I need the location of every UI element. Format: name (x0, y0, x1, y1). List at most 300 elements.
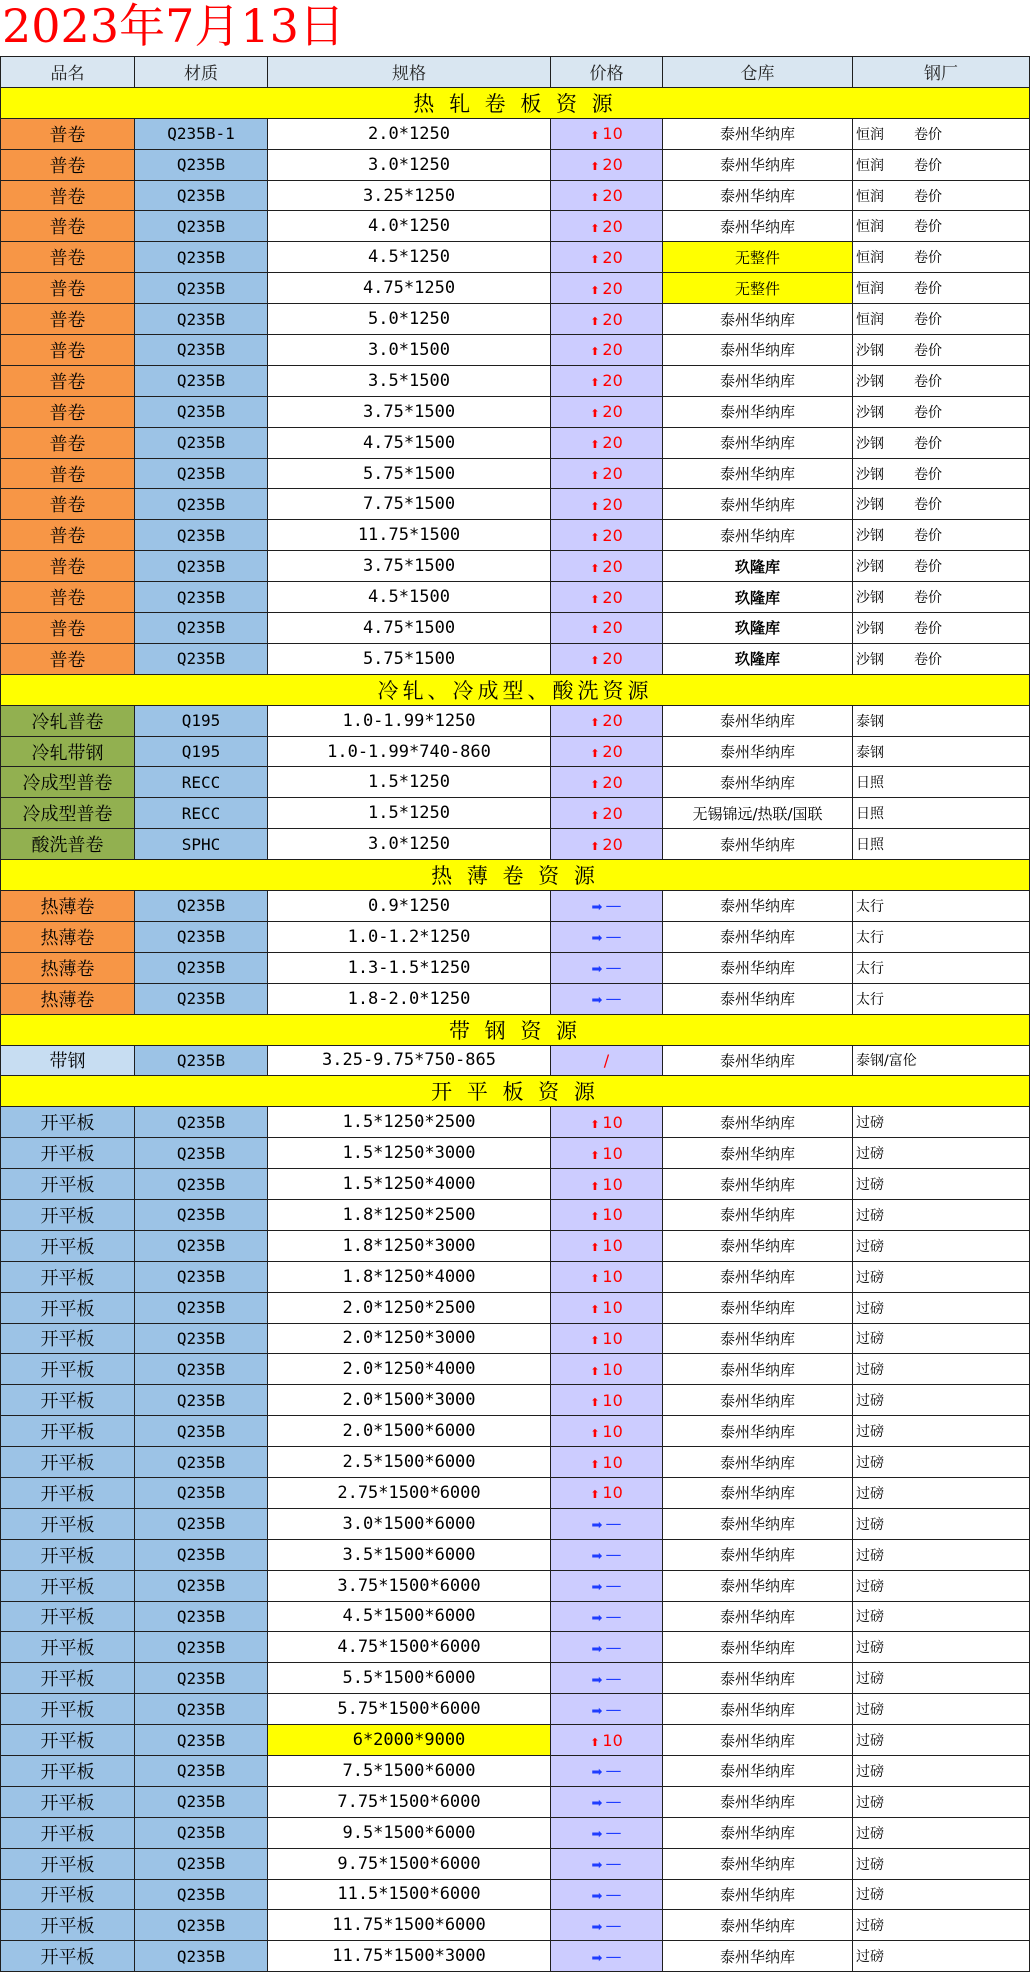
spec-cell[interactable]: 11.75*1500*6000 (268, 1910, 551, 1941)
price-cell[interactable] (551, 1324, 663, 1355)
warehouse-cell[interactable]: 泰州华纳库 (663, 891, 853, 922)
material-cell[interactable]: Q235B (135, 459, 268, 490)
mill-cell[interactable] (853, 181, 1030, 212)
warehouse-cell[interactable]: 泰州华纳库 (663, 1354, 853, 1385)
header-spec[interactable]: 规格 (268, 57, 551, 88)
warehouse-cell[interactable]: 泰州华纳库 (663, 1818, 853, 1849)
material-cell[interactable]: Q235B (135, 1385, 268, 1416)
price-cell[interactable] (551, 1756, 663, 1787)
mill-cell[interactable] (853, 891, 1030, 922)
price-cell[interactable] (551, 150, 663, 181)
warehouse-cell[interactable]: 泰州华纳库 (663, 1385, 853, 1416)
material-cell[interactable]: Q235B (135, 1632, 268, 1663)
price-cell[interactable] (551, 551, 663, 582)
spec-cell[interactable]: 3.75*1500*6000 (268, 1571, 551, 1602)
price-cell[interactable] (551, 1880, 663, 1911)
material-cell[interactable]: Q235B (135, 1941, 268, 1972)
spec-cell[interactable]: 1.0-1.99*740-860 (268, 737, 551, 768)
header-warehouse[interactable]: 仓库 (663, 57, 853, 88)
product-name-cell[interactable]: 开平板 (0, 1478, 135, 1509)
price-cell[interactable] (551, 1849, 663, 1880)
product-name-cell[interactable]: 普卷 (0, 150, 135, 181)
warehouse-cell[interactable]: 泰州华纳库 (663, 119, 853, 150)
warehouse-cell[interactable]: 泰州华纳库 (663, 1293, 853, 1324)
product-name-cell[interactable]: 普卷 (0, 335, 135, 366)
warehouse-cell[interactable]: 泰州华纳库 (663, 1540, 853, 1571)
spec-cell[interactable]: 2.5*1500*6000 (268, 1447, 551, 1478)
price-cell[interactable] (551, 1478, 663, 1509)
material-cell[interactable]: Q235B (135, 304, 268, 335)
material-cell[interactable]: Q235B (135, 1818, 268, 1849)
product-name-cell[interactable]: 带钢 (0, 1046, 135, 1077)
price-cell[interactable] (551, 644, 663, 675)
warehouse-cell[interactable]: 泰州华纳库 (663, 1138, 853, 1169)
material-cell[interactable]: Q195 (135, 737, 268, 768)
spec-cell[interactable]: 5.75*1500*6000 (268, 1694, 551, 1725)
price-cell[interactable] (551, 737, 663, 768)
spec-cell[interactable]: 3.75*1500 (268, 551, 551, 582)
product-name-cell[interactable]: 热薄卷 (0, 984, 135, 1015)
product-name-cell[interactable]: 开平板 (0, 1200, 135, 1231)
price-cell[interactable] (551, 489, 663, 520)
material-cell[interactable]: Q235B (135, 1602, 268, 1633)
product-name-cell[interactable]: 开平板 (0, 1385, 135, 1416)
warehouse-cell[interactable]: 泰州华纳库 (663, 489, 853, 520)
warehouse-cell[interactable]: 泰州华纳库 (663, 706, 853, 737)
mill-cell[interactable] (853, 1725, 1030, 1756)
mill-cell[interactable] (853, 1602, 1030, 1633)
mill-cell[interactable] (853, 767, 1030, 798)
warehouse-cell[interactable]: 泰州华纳库 (663, 1787, 853, 1818)
product-name-cell[interactable]: 普卷 (0, 520, 135, 551)
material-cell[interactable]: Q235B (135, 1138, 268, 1169)
spec-cell[interactable]: 1.5*1250*2500 (268, 1107, 551, 1138)
warehouse-cell[interactable]: 泰州华纳库 (663, 1509, 853, 1540)
warehouse-cell[interactable]: 泰州华纳库 (663, 1602, 853, 1633)
mill-cell[interactable] (853, 1354, 1030, 1385)
product-name-cell[interactable]: 开平板 (0, 1107, 135, 1138)
product-name-cell[interactable]: 开平板 (0, 1756, 135, 1787)
spec-cell[interactable]: 11.75*1500*3000 (268, 1941, 551, 1972)
warehouse-cell[interactable]: 泰州华纳库 (663, 1262, 853, 1293)
price-cell[interactable] (551, 273, 663, 304)
product-name-cell[interactable]: 普卷 (0, 366, 135, 397)
product-name-cell[interactable]: 冷成型普卷 (0, 798, 135, 829)
mill-cell[interactable] (853, 737, 1030, 768)
material-cell[interactable]: Q235B (135, 489, 268, 520)
material-cell[interactable]: Q235B (135, 984, 268, 1015)
product-name-cell[interactable]: 开平板 (0, 1324, 135, 1355)
material-cell[interactable]: RECC (135, 798, 268, 829)
mill-cell[interactable] (853, 1416, 1030, 1447)
price-cell[interactable] (551, 1046, 663, 1077)
mill-cell[interactable] (853, 211, 1030, 242)
mill-cell[interactable] (853, 1540, 1030, 1571)
mill-cell[interactable] (853, 953, 1030, 984)
mill-cell[interactable] (853, 1663, 1030, 1694)
price-cell[interactable] (551, 829, 663, 860)
warehouse-cell[interactable]: 泰州华纳库 (663, 459, 853, 490)
warehouse-cell[interactable]: 泰州华纳库 (663, 1880, 853, 1911)
product-name-cell[interactable]: 普卷 (0, 119, 135, 150)
spec-cell[interactable]: 5.5*1500*6000 (268, 1663, 551, 1694)
product-name-cell[interactable]: 开平板 (0, 1509, 135, 1540)
price-cell[interactable] (551, 366, 663, 397)
mill-cell[interactable] (853, 1849, 1030, 1880)
warehouse-cell[interactable]: 泰州华纳库 (663, 520, 853, 551)
spec-cell[interactable]: 3.0*1250 (268, 829, 551, 860)
spec-cell[interactable]: 1.5*1250 (268, 798, 551, 829)
price-cell[interactable] (551, 1107, 663, 1138)
spec-cell[interactable]: 2.0*1500*6000 (268, 1416, 551, 1447)
product-name-cell[interactable]: 冷轧带钢 (0, 737, 135, 768)
price-cell[interactable] (551, 1602, 663, 1633)
mill-cell[interactable] (853, 613, 1030, 644)
price-cell[interactable] (551, 1694, 663, 1725)
material-cell[interactable]: Q235B (135, 211, 268, 242)
header-product-name[interactable]: 品名 (0, 57, 135, 88)
product-name-cell[interactable]: 开平板 (0, 1818, 135, 1849)
warehouse-cell[interactable]: 泰州华纳库 (663, 1046, 853, 1077)
mill-cell[interactable] (853, 1169, 1030, 1200)
product-name-cell[interactable]: 开平板 (0, 1880, 135, 1911)
product-name-cell[interactable]: 开平板 (0, 1849, 135, 1880)
material-cell[interactable]: Q235B (135, 181, 268, 212)
price-cell[interactable] (551, 1725, 663, 1756)
spec-cell[interactable]: 0.9*1250 (268, 891, 551, 922)
price-cell[interactable] (551, 1447, 663, 1478)
material-cell[interactable]: Q235B (135, 1354, 268, 1385)
spec-cell[interactable]: 2.0*1500*3000 (268, 1385, 551, 1416)
mill-cell[interactable] (853, 1632, 1030, 1663)
mill-cell[interactable] (853, 1231, 1030, 1262)
price-cell[interactable] (551, 953, 663, 984)
spec-cell[interactable]: 5.0*1250 (268, 304, 551, 335)
warehouse-cell[interactable]: 泰州华纳库 (663, 1107, 853, 1138)
price-cell[interactable] (551, 1416, 663, 1447)
spec-cell[interactable]: 4.75*1500 (268, 428, 551, 459)
spec-cell[interactable]: 9.5*1500*6000 (268, 1818, 551, 1849)
mill-cell[interactable] (853, 119, 1030, 150)
price-cell[interactable] (551, 459, 663, 490)
price-cell[interactable] (551, 798, 663, 829)
product-name-cell[interactable]: 开平板 (0, 1694, 135, 1725)
material-cell[interactable]: SPHC (135, 829, 268, 860)
spec-cell[interactable]: 3.0*1500*6000 (268, 1509, 551, 1540)
spec-cell[interactable]: 3.0*1250 (268, 150, 551, 181)
mill-cell[interactable] (853, 798, 1030, 829)
product-name-cell[interactable]: 普卷 (0, 273, 135, 304)
product-name-cell[interactable]: 开平板 (0, 1354, 135, 1385)
material-cell[interactable]: Q235B (135, 1910, 268, 1941)
product-name-cell[interactable]: 开平板 (0, 1910, 135, 1941)
mill-cell[interactable] (853, 273, 1030, 304)
price-cell[interactable] (551, 767, 663, 798)
warehouse-cell[interactable]: 玖隆库 (663, 582, 853, 613)
product-name-cell[interactable]: 开平板 (0, 1447, 135, 1478)
product-name-cell[interactable]: 开平板 (0, 1602, 135, 1633)
price-cell[interactable] (551, 1571, 663, 1602)
product-name-cell[interactable]: 普卷 (0, 489, 135, 520)
price-cell[interactable] (551, 1231, 663, 1262)
material-cell[interactable]: Q235B (135, 1416, 268, 1447)
product-name-cell[interactable]: 开平板 (0, 1231, 135, 1262)
price-cell[interactable] (551, 1169, 663, 1200)
material-cell[interactable]: Q235B (135, 150, 268, 181)
spec-cell[interactable]: 1.5*1250 (268, 767, 551, 798)
mill-cell[interactable] (853, 428, 1030, 459)
warehouse-cell[interactable]: 泰州华纳库 (663, 1571, 853, 1602)
price-cell[interactable] (551, 181, 663, 212)
warehouse-cell[interactable]: 玖隆库 (663, 551, 853, 582)
product-name-cell[interactable]: 冷轧普卷 (0, 706, 135, 737)
product-name-cell[interactable]: 普卷 (0, 644, 135, 675)
warehouse-cell[interactable]: 泰州华纳库 (663, 1632, 853, 1663)
product-name-cell[interactable]: 普卷 (0, 428, 135, 459)
material-cell[interactable]: Q235B (135, 1293, 268, 1324)
price-cell[interactable] (551, 1540, 663, 1571)
spec-cell[interactable]: 3.25-9.75*750-865 (268, 1046, 551, 1077)
mill-cell[interactable] (853, 459, 1030, 490)
mill-cell[interactable] (853, 1818, 1030, 1849)
warehouse-cell[interactable]: 泰州华纳库 (663, 737, 853, 768)
warehouse-cell[interactable]: 无整件 (663, 242, 853, 273)
price-cell[interactable] (551, 1262, 663, 1293)
spec-cell[interactable]: 2.0*1250*3000 (268, 1324, 551, 1355)
warehouse-cell[interactable]: 泰州华纳库 (663, 181, 853, 212)
product-name-cell[interactable]: 普卷 (0, 582, 135, 613)
price-cell[interactable] (551, 1138, 663, 1169)
material-cell[interactable]: Q235B (135, 1447, 268, 1478)
material-cell[interactable]: Q235B (135, 242, 268, 273)
product-name-cell[interactable]: 普卷 (0, 211, 135, 242)
spec-cell[interactable]: 5.75*1500 (268, 644, 551, 675)
product-name-cell[interactable]: 开平板 (0, 1663, 135, 1694)
material-cell[interactable]: Q235B (135, 1324, 268, 1355)
spec-cell[interactable]: 1.3-1.5*1250 (268, 953, 551, 984)
mill-cell[interactable] (853, 366, 1030, 397)
material-cell[interactable]: Q235B (135, 1571, 268, 1602)
price-cell[interactable] (551, 891, 663, 922)
product-name-cell[interactable]: 开平板 (0, 1941, 135, 1972)
material-cell[interactable]: Q235B (135, 1509, 268, 1540)
spec-cell[interactable]: 4.0*1250 (268, 211, 551, 242)
mill-cell[interactable] (853, 1941, 1030, 1972)
warehouse-cell[interactable]: 无整件 (663, 273, 853, 304)
mill-cell[interactable] (853, 1324, 1030, 1355)
warehouse-cell[interactable]: 泰州华纳库 (663, 1231, 853, 1262)
product-name-cell[interactable]: 热薄卷 (0, 891, 135, 922)
spec-cell[interactable]: 2.0*1250*2500 (268, 1293, 551, 1324)
mill-cell[interactable] (853, 397, 1030, 428)
spec-cell[interactable]: 4.75*1500 (268, 613, 551, 644)
spec-cell[interactable]: 4.5*1250 (268, 242, 551, 273)
product-name-cell[interactable]: 普卷 (0, 551, 135, 582)
spec-cell[interactable]: 4.75*1250 (268, 273, 551, 304)
spec-cell[interactable]: 2.0*1250*4000 (268, 1354, 551, 1385)
header-material[interactable]: 材质 (135, 57, 268, 88)
price-cell[interactable] (551, 1910, 663, 1941)
material-cell[interactable]: Q235B (135, 1200, 268, 1231)
warehouse-cell[interactable]: 泰州华纳库 (663, 366, 853, 397)
mill-cell[interactable] (853, 304, 1030, 335)
material-cell[interactable]: Q235B (135, 582, 268, 613)
mill-cell[interactable] (853, 150, 1030, 181)
spec-cell[interactable]: 9.75*1500*6000 (268, 1849, 551, 1880)
warehouse-cell[interactable]: 泰州华纳库 (663, 922, 853, 953)
warehouse-cell[interactable]: 泰州华纳库 (663, 1694, 853, 1725)
product-name-cell[interactable]: 开平板 (0, 1169, 135, 1200)
price-cell[interactable] (551, 1385, 663, 1416)
product-name-cell[interactable]: 普卷 (0, 459, 135, 490)
material-cell[interactable]: Q235B (135, 1725, 268, 1756)
mill-cell[interactable] (853, 644, 1030, 675)
spec-cell[interactable]: 1.8*1250*2500 (268, 1200, 551, 1231)
mill-cell[interactable] (853, 1200, 1030, 1231)
spec-cell[interactable]: 1.5*1250*3000 (268, 1138, 551, 1169)
price-cell[interactable] (551, 613, 663, 644)
spec-cell[interactable]: 2.0*1250 (268, 119, 551, 150)
product-name-cell[interactable]: 热薄卷 (0, 953, 135, 984)
mill-cell[interactable] (853, 922, 1030, 953)
material-cell[interactable]: Q235B (135, 366, 268, 397)
price-cell[interactable] (551, 1941, 663, 1972)
spec-cell[interactable]: 3.5*1500*6000 (268, 1540, 551, 1571)
mill-cell[interactable] (853, 1107, 1030, 1138)
price-cell[interactable] (551, 304, 663, 335)
product-name-cell[interactable]: 开平板 (0, 1138, 135, 1169)
material-cell[interactable]: Q235B (135, 1880, 268, 1911)
spec-cell[interactable]: 11.5*1500*6000 (268, 1880, 551, 1911)
mill-cell[interactable] (853, 335, 1030, 366)
mill-cell[interactable] (853, 489, 1030, 520)
mill-cell[interactable] (853, 1787, 1030, 1818)
material-cell[interactable]: Q235B (135, 428, 268, 459)
material-cell[interactable]: Q235B (135, 397, 268, 428)
spec-cell[interactable]: 7.75*1500 (268, 489, 551, 520)
material-cell[interactable]: Q235B (135, 1540, 268, 1571)
warehouse-cell[interactable]: 玖隆库 (663, 644, 853, 675)
material-cell[interactable]: Q235B (135, 1663, 268, 1694)
warehouse-cell[interactable]: 泰州华纳库 (663, 1169, 853, 1200)
material-cell[interactable]: Q195 (135, 706, 268, 737)
product-name-cell[interactable]: 普卷 (0, 181, 135, 212)
product-name-cell[interactable]: 普卷 (0, 304, 135, 335)
mill-cell[interactable] (853, 829, 1030, 860)
spec-cell[interactable]: 1.8*1250*4000 (268, 1262, 551, 1293)
material-cell[interactable]: Q235B (135, 1849, 268, 1880)
mill-cell[interactable] (853, 1385, 1030, 1416)
price-cell[interactable] (551, 211, 663, 242)
mill-cell[interactable] (853, 582, 1030, 613)
header-mill[interactable]: 钢厂 (853, 57, 1030, 88)
product-name-cell[interactable]: 开平板 (0, 1787, 135, 1818)
material-cell[interactable]: Q235B (135, 613, 268, 644)
warehouse-cell[interactable]: 泰州华纳库 (663, 1910, 853, 1941)
product-name-cell[interactable]: 开平板 (0, 1293, 135, 1324)
warehouse-cell[interactable]: 泰州华纳库 (663, 150, 853, 181)
mill-cell[interactable] (853, 1293, 1030, 1324)
price-cell[interactable] (551, 1509, 663, 1540)
mill-cell[interactable] (853, 1138, 1030, 1169)
product-name-cell[interactable]: 热薄卷 (0, 922, 135, 953)
product-name-cell[interactable]: 开平板 (0, 1571, 135, 1602)
mill-cell[interactable] (853, 551, 1030, 582)
material-cell[interactable]: Q235B (135, 520, 268, 551)
material-cell[interactable]: Q235B (135, 922, 268, 953)
spec-cell[interactable]: 7.5*1500*6000 (268, 1756, 551, 1787)
warehouse-cell[interactable]: 泰州华纳库 (663, 1324, 853, 1355)
material-cell[interactable]: Q235B-1 (135, 119, 268, 150)
mill-cell[interactable] (853, 1910, 1030, 1941)
warehouse-cell[interactable]: 泰州华纳库 (663, 984, 853, 1015)
price-cell[interactable] (551, 1354, 663, 1385)
warehouse-cell[interactable]: 泰州华纳库 (663, 1447, 853, 1478)
material-cell[interactable]: Q235B (135, 1756, 268, 1787)
price-cell[interactable] (551, 1818, 663, 1849)
product-name-cell[interactable]: 冷成型普卷 (0, 767, 135, 798)
warehouse-cell[interactable]: 泰州华纳库 (663, 335, 853, 366)
product-name-cell[interactable]: 普卷 (0, 242, 135, 273)
mill-cell[interactable] (853, 1262, 1030, 1293)
product-name-cell[interactable]: 开平板 (0, 1262, 135, 1293)
spec-cell[interactable]: 1.0-1.2*1250 (268, 922, 551, 953)
mill-cell[interactable] (853, 1447, 1030, 1478)
product-name-cell[interactable]: 普卷 (0, 613, 135, 644)
material-cell[interactable]: Q235B (135, 1262, 268, 1293)
warehouse-cell[interactable]: 玖隆库 (663, 613, 853, 644)
mill-cell[interactable] (853, 242, 1030, 273)
spec-cell[interactable]: 6*2000*9000 (268, 1725, 551, 1756)
mill-cell[interactable] (853, 984, 1030, 1015)
product-name-cell[interactable]: 开平板 (0, 1632, 135, 1663)
mill-cell[interactable] (853, 1509, 1030, 1540)
warehouse-cell[interactable]: 泰州华纳库 (663, 953, 853, 984)
material-cell[interactable]: Q235B (135, 644, 268, 675)
spec-cell[interactable]: 11.75*1500 (268, 520, 551, 551)
spec-cell[interactable]: 2.75*1500*6000 (268, 1478, 551, 1509)
warehouse-cell[interactable]: 泰州华纳库 (663, 1416, 853, 1447)
warehouse-cell[interactable]: 泰州华纳库 (663, 304, 853, 335)
warehouse-cell[interactable]: 泰州华纳库 (663, 428, 853, 459)
price-cell[interactable] (551, 520, 663, 551)
spec-cell[interactable]: 4.5*1500*6000 (268, 1602, 551, 1633)
spec-cell[interactable]: 3.5*1500 (268, 366, 551, 397)
warehouse-cell[interactable]: 泰州华纳库 (663, 767, 853, 798)
product-name-cell[interactable]: 酸洗普卷 (0, 829, 135, 860)
mill-cell[interactable] (853, 1571, 1030, 1602)
price-cell[interactable] (551, 242, 663, 273)
mill-cell[interactable] (853, 520, 1030, 551)
material-cell[interactable]: Q235B (135, 1169, 268, 1200)
price-cell[interactable] (551, 1632, 663, 1663)
product-name-cell[interactable]: 开平板 (0, 1725, 135, 1756)
warehouse-cell[interactable]: 无锡锦远/热联/国联 (663, 798, 853, 829)
warehouse-cell[interactable]: 泰州华纳库 (663, 1849, 853, 1880)
price-cell[interactable] (551, 1787, 663, 1818)
warehouse-cell[interactable]: 泰州华纳库 (663, 1725, 853, 1756)
material-cell[interactable]: Q235B (135, 551, 268, 582)
mill-cell[interactable] (853, 1880, 1030, 1911)
price-cell[interactable] (551, 706, 663, 737)
warehouse-cell[interactable]: 泰州华纳库 (663, 211, 853, 242)
price-cell[interactable] (551, 1200, 663, 1231)
price-cell[interactable] (551, 1663, 663, 1694)
spec-cell[interactable]: 3.25*1250 (268, 181, 551, 212)
product-name-cell[interactable]: 开平板 (0, 1416, 135, 1447)
spec-cell[interactable]: 4.75*1500*6000 (268, 1632, 551, 1663)
price-cell[interactable] (551, 119, 663, 150)
